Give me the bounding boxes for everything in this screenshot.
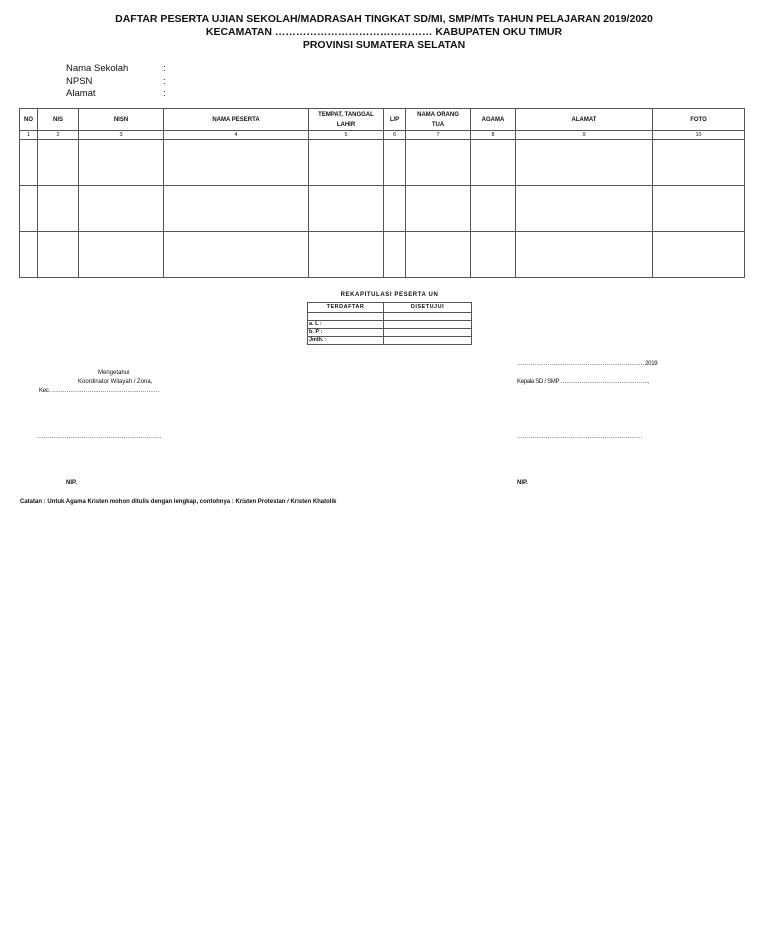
- table-cell: [164, 186, 309, 232]
- table-cell: [79, 186, 164, 232]
- table-cell: [471, 232, 516, 278]
- address-label: Alamat: [66, 88, 96, 99]
- col-no-header: NO: [20, 109, 38, 131]
- address-row: [66, 88, 166, 101]
- col-number: 8: [471, 131, 516, 140]
- col-ortu-line1: NAMA ORANG: [417, 111, 459, 118]
- sign-left-line2: Koordinator Wilayah / Zona,: [78, 379, 153, 385]
- col-foto-header: FOTO: [653, 109, 745, 131]
- table-cell: [653, 140, 745, 186]
- rekap-blank-row: [308, 313, 472, 321]
- sign-left-nip: NIP.: [66, 480, 77, 486]
- table-cell: [308, 313, 384, 321]
- table-cell: [406, 140, 471, 186]
- title-line-1: DAFTAR PESERTA UJIAN SEKOLAH/MADRASAH TINGKAT SD/MI, SMP/MTs TAHUN PELAJARAN 2019/2020: [115, 13, 653, 25]
- col-nisn-header: NISN: [79, 109, 164, 131]
- rekap-disetujui-header: DISETUJUI: [384, 303, 472, 313]
- rekap-terdaftar-header: TERDAFTAR: [308, 303, 384, 313]
- table-cell: [406, 232, 471, 278]
- sign-left-line3: Kec. …………………………………………………: [39, 388, 160, 394]
- title-line-3: PROVINSI SUMATERA SELATAN: [302, 39, 466, 51]
- table-cell: [164, 232, 309, 278]
- school-name-row: [66, 63, 166, 76]
- table-cell: [384, 321, 472, 329]
- table-cell: [164, 140, 309, 186]
- sign-right-nip: NIP.: [517, 480, 528, 486]
- col-agama-header: AGAMA: [471, 109, 516, 131]
- table-cell: [384, 140, 406, 186]
- address-sep: :: [163, 88, 166, 99]
- rekap-row-p: [308, 329, 472, 337]
- table-header-row: [20, 109, 745, 131]
- rekap-label-total: Jmlh. :: [308, 337, 384, 345]
- table-cell: [309, 186, 384, 232]
- table-cell: [20, 186, 38, 232]
- table-cell: [516, 232, 653, 278]
- table-cell: [384, 186, 406, 232]
- table-cell: [384, 329, 472, 337]
- document-title: [0, 13, 768, 52]
- rekap-row-total: [308, 337, 472, 345]
- table-cell: [20, 232, 38, 278]
- col-number: 4: [164, 131, 309, 140]
- rekap-label-p: b. P :: [308, 329, 384, 337]
- col-ttl-header: [309, 109, 384, 131]
- col-number: 2: [38, 131, 79, 140]
- table-cell: [20, 140, 38, 186]
- participant-table: [19, 108, 745, 278]
- table-cell: [384, 232, 406, 278]
- col-ttl-line1: TEMPAT, TANGGAL: [318, 111, 374, 118]
- col-number: 6: [384, 131, 406, 140]
- col-lp-header: L/P: [384, 109, 406, 131]
- col-ortu-header: [406, 109, 471, 131]
- table-cell: [384, 313, 472, 321]
- col-nama-header: NAMA PESERTA: [164, 109, 309, 131]
- table-row: [20, 186, 745, 232]
- sign-left-name-line: …………………………………………………………: [36, 434, 162, 440]
- col-nis-header: NIS: [38, 109, 79, 131]
- col-number: 7: [406, 131, 471, 140]
- table-cell: [653, 232, 745, 278]
- table-row: [20, 140, 745, 186]
- school-name-label: Nama Sekolah: [66, 63, 129, 74]
- table-cell: [309, 140, 384, 186]
- title-line-2: KECAMATAN ……………………………………… KABUPATEN OKU TIMUR: [205, 26, 563, 38]
- col-alamat-header: ALAMAT: [516, 109, 653, 131]
- col-number: 5: [309, 131, 384, 140]
- footnote: Catatan : Untuk Agama Kristen mohon ditulis dengan lengkap, contohnya : Kristen Protestan / Kristen Khatolik: [20, 499, 337, 505]
- table-cell: [38, 232, 79, 278]
- table-cell: [653, 186, 745, 232]
- table-cell: [79, 140, 164, 186]
- school-name-sep: :: [163, 63, 166, 74]
- table-cell: [471, 186, 516, 232]
- table-cell: [384, 337, 472, 345]
- col-ttl-line2: LAHIR: [336, 121, 356, 128]
- column-number-row: [20, 131, 745, 140]
- rekap-header-row: [308, 303, 472, 313]
- col-ortu-line2: TUA: [431, 121, 445, 128]
- table-cell: [38, 186, 79, 232]
- table-cell: [309, 232, 384, 278]
- col-number: 3: [79, 131, 164, 140]
- table-cell: [79, 232, 164, 278]
- rekap-table: [307, 302, 472, 345]
- col-number: 9: [516, 131, 653, 140]
- table-cell: [38, 140, 79, 186]
- rekap-label-l: a. L :: [308, 321, 384, 329]
- npsn-row: [66, 76, 166, 89]
- rekap-row-l: [308, 321, 472, 329]
- sign-right-name-line: …………………………………………………………: [517, 434, 643, 440]
- table-cell: [406, 186, 471, 232]
- npsn-label: NPSN: [66, 75, 93, 87]
- table-cell: [516, 186, 653, 232]
- rekap-title: REKAPITULASI PESERTA UN: [340, 292, 439, 298]
- table-row: [20, 232, 745, 278]
- school-info: [66, 63, 166, 101]
- sign-right-line1: Kepala SD / SMP ……………………………………….,: [517, 379, 649, 385]
- col-number: 10: [653, 131, 745, 140]
- npsn-sep: :: [163, 75, 166, 87]
- sign-right-date: …………………………………………………………, 2019: [517, 361, 658, 367]
- col-number: 1: [20, 131, 38, 140]
- sign-left-line1: Mengetahui: [98, 370, 130, 376]
- table-cell: [516, 140, 653, 186]
- table-cell: [471, 140, 516, 186]
